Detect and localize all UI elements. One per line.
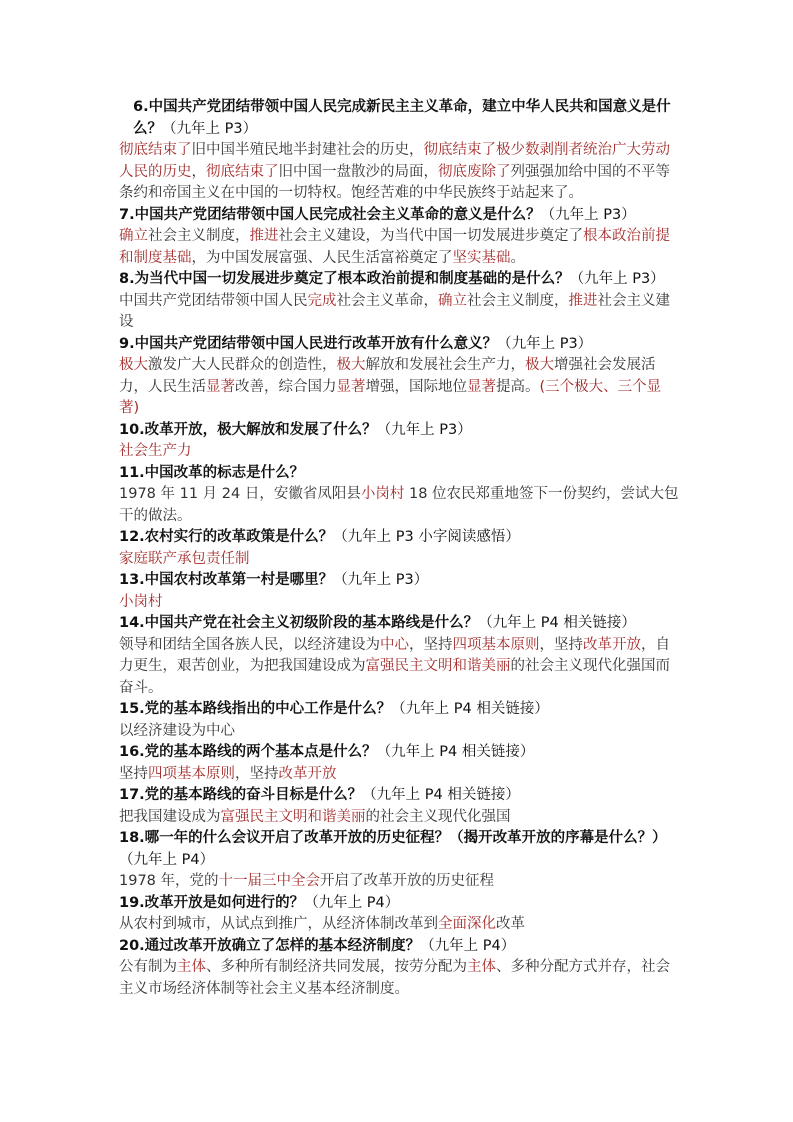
question-reference: （九年上 P3）	[540, 206, 636, 223]
answer-segment: 列强强加给中国的不平等条约和帝国主义在中国的一切特权。饱经苦难的中华民族终于站起来了。	[119, 163, 670, 201]
answer-text	[119, 226, 679, 269]
question-segment: 19.改革开放是如何进行的？	[119, 894, 305, 911]
question-text	[119, 527, 679, 549]
question-reference: （九年上 P3）	[497, 335, 593, 352]
answer-segment: 旧中国一盘散沙的局面，	[278, 163, 438, 180]
qa-item	[119, 463, 679, 528]
question-reference: （九年上 P4 相关链接）	[478, 615, 636, 631]
qa-item	[119, 570, 679, 613]
answer-segment: 从农村到城市，从试点到推广，从经济体制改革到	[119, 916, 438, 932]
answer-segment: 坚持	[119, 765, 148, 782]
answer-segment: 把我国建设成为	[119, 808, 221, 825]
answer-segment: 公有制为	[119, 959, 177, 975]
qa-item	[119, 893, 679, 936]
question-segment: 14.中国共产党在社会主义初级阶段的基本路线是什么？	[119, 615, 479, 631]
question-text	[119, 570, 679, 592]
question-text	[119, 742, 679, 764]
question-segment: 18.哪一年的什么会议开启了改革开放的历史征程？（揭开改革开放的序幕是什么？）	[119, 830, 667, 846]
answer-text	[119, 635, 679, 700]
question-reference: （九年上 P4 相关链接）	[391, 701, 549, 717]
question-segment: 12.农村实行的改革政策是什么？	[119, 529, 334, 545]
answer-segment: ，	[191, 163, 206, 180]
answer-segment: ，自力更生，艰苦创业，为把我国建设成为	[119, 636, 670, 674]
answer-segment: 社会主义革命，	[336, 292, 438, 309]
answer-segment: 、多种分配方式并存，社会主义市场经济体制等社会主义基本经济制度。	[119, 959, 670, 997]
answer-keyword: 家庭联产承包责任制	[119, 550, 250, 567]
question-text	[119, 463, 679, 485]
answer-segment: ，为中国发展富强、人民生活富裕奠定了	[191, 249, 453, 266]
question-segment: 8.为当代中国一切发展进步奠定了根本政治前提和制度基础的是什么？	[119, 271, 570, 287]
answer-keyword: 改革开放	[583, 636, 641, 653]
question-segment: 9.中国共产党团结带领中国人民进行改革开放有什么意义？	[119, 335, 498, 352]
qa-item	[119, 936, 679, 1001]
qa-item	[119, 527, 679, 570]
question-reference: （九年上 P4 相关链接）	[376, 744, 535, 760]
answer-segment: 解放和发展社会生产力，	[365, 357, 525, 373]
question-reference: （九年上 P4）	[119, 851, 215, 868]
answer-segment: 以经济建设为中心	[119, 722, 235, 739]
answer-keyword: 彻底结束了	[206, 163, 279, 180]
answer-segment: 开启了改革开放的历史征程	[320, 873, 495, 889]
answer-segment: 18 位农民郑重地签下一份契约，尝试大包干的做法。	[119, 486, 679, 524]
answer-keyword: 显著	[467, 378, 496, 395]
answer-keyword: 推进	[249, 228, 279, 244]
answer-text	[119, 764, 679, 786]
question-reference: （九年上 P4）	[420, 937, 516, 954]
answer-keyword: 极大	[336, 357, 366, 373]
answer-keyword: 主体	[467, 959, 496, 975]
question-reference: （九年上 P3 小字阅读感悟）	[333, 529, 520, 545]
qa-item	[119, 785, 679, 828]
question-segment: 13.中国农村改革第一村是哪里？	[119, 572, 334, 588]
question-reference: （九年上 P3）	[376, 421, 472, 438]
answer-text	[119, 871, 679, 893]
question-segment: 7.中国共产党团结带领中国人民完成社会主义革命的意义是什么？	[119, 206, 541, 223]
answer-text	[119, 484, 679, 527]
answer-keyword: 完成	[307, 292, 337, 309]
question-segment: 15.党的基本路线指出的中心工作是什么？	[119, 701, 392, 717]
answer-keyword: 改革开放	[278, 765, 337, 782]
answer-segment: 中国共产党团结带领中国人民	[119, 292, 308, 309]
answer-segment: 提高。	[496, 378, 540, 395]
answer-segment: 增强，国际地位	[365, 378, 467, 395]
answer-keyword: 社会生产力	[119, 443, 192, 459]
question-segment: 11.中国改革的标志是什么？	[119, 464, 305, 481]
question-segment: 6.中国共产党团结带领中国人民完成新民主主义革命，建立中华人民共和国意义是什么？	[133, 99, 671, 137]
answer-keyword: 极大	[119, 357, 148, 373]
answer-segment: 社会主义制度，	[148, 228, 250, 244]
answer-keyword: 确立	[119, 228, 148, 244]
answer-text	[119, 355, 679, 420]
answer-keyword: 十一届三中全会	[218, 873, 321, 889]
question-reference: （九年上 P3）	[333, 572, 429, 588]
answer-text	[119, 291, 679, 334]
answer-text	[119, 592, 679, 614]
answer-keyword: 推进	[568, 292, 598, 309]
question-text	[119, 936, 679, 958]
question-reference: （九年上 P4 相关链接）	[362, 787, 520, 803]
answer-segment: 、多种所有制经济共同发展，按劳分配为	[206, 959, 467, 975]
answer-segment: 1978 年 11 月 24 日，安徽省凤阳县	[119, 486, 361, 502]
qa-item	[119, 334, 679, 420]
qa-item	[119, 613, 679, 699]
question-text	[119, 269, 679, 291]
answer-segment: 。	[510, 249, 525, 266]
answer-keyword: 富强民主文明和谐美丽	[365, 658, 511, 674]
question-text	[119, 699, 679, 721]
question-text	[119, 97, 679, 140]
answer-segment: 增强社会发展活力，人民生活	[119, 357, 656, 395]
answer-segment: 改善，综合国力	[235, 378, 337, 395]
question-reference: （九年上 P3）	[162, 120, 258, 137]
question-reference: （九年上 P3）	[569, 271, 665, 287]
answer-text	[119, 549, 679, 571]
answer-text	[119, 807, 679, 829]
answer-keyword: 四项基本原则	[148, 765, 235, 782]
answer-segment: ，坚持	[539, 636, 583, 653]
question-text	[119, 828, 679, 871]
answer-keyword: 极大	[525, 357, 554, 373]
answer-segment: 改革	[496, 916, 525, 932]
qa-item	[119, 205, 679, 270]
qa-item	[119, 742, 679, 785]
answer-segment: 社会主义制度，	[467, 292, 569, 309]
question-segment: 17.党的基本路线的奋斗目标是什么？	[119, 787, 363, 803]
answer-keyword: 彻底废除了	[438, 163, 511, 180]
answer-segment: 社会主义建设，为当代中国一切发展进步奠定了	[278, 228, 583, 244]
answer-keyword: 确立	[438, 292, 467, 309]
answer-text	[119, 957, 679, 1000]
question-text	[119, 893, 679, 915]
answer-segment: 的社会主义现代化强国	[365, 808, 511, 825]
question-text	[119, 785, 679, 807]
question-text	[119, 334, 679, 356]
answer-keyword: (三个极大、三个显著)	[119, 378, 662, 416]
answer-text	[119, 914, 679, 936]
answer-keyword: 彻底结束了	[119, 142, 192, 158]
document-page	[119, 97, 679, 1000]
answer-segment: 社会主义建设	[119, 292, 670, 330]
question-segment: 16.党的基本路线的两个基本点是什么？	[119, 744, 377, 760]
answer-keyword: 富强民主文明和谐美丽	[220, 808, 366, 825]
answer-keyword: 彻底结束了极少数剥削者统治广大劳动人民的历史	[119, 142, 670, 180]
qa-item	[119, 420, 679, 463]
question-text	[119, 205, 679, 227]
answer-segment: ，坚持	[409, 636, 453, 653]
qa-item	[119, 699, 679, 742]
answer-segment: ，坚持	[235, 765, 279, 782]
answer-keyword: 小岗村	[119, 593, 163, 610]
answer-segment: 领导和团结全国各族人民，以经济建设为	[119, 636, 380, 653]
answer-keyword: 全面深化	[438, 916, 496, 932]
answer-text	[119, 140, 679, 205]
answer-segment: 旧中国半殖民地半封建社会的历史，	[191, 142, 424, 158]
qa-item	[119, 828, 679, 893]
answer-keyword: 坚实基础	[452, 249, 511, 266]
answer-keyword: 四项基本原则	[452, 636, 540, 653]
answer-segment: 1978 年，党的	[119, 873, 219, 889]
answer-segment: 激发广大人民群众的创造性，	[148, 357, 337, 373]
answer-keyword: 中心	[380, 636, 409, 653]
answer-text	[119, 721, 679, 743]
question-segment: 20.通过改革开放确立了怎样的基本经济制度？	[119, 937, 421, 954]
qa-item	[119, 97, 679, 205]
answer-keyword: 主体	[177, 959, 206, 975]
answer-segment: 的社会主义现代化强国而奋斗。	[119, 658, 670, 696]
answer-keyword: 根本政治前提和制度基础	[119, 228, 670, 266]
answer-keyword: 小岗村	[360, 486, 405, 502]
question-reference: （九年上 P4）	[304, 894, 400, 911]
question-segment: 10.改革开放，极大解放和发展了什么？	[119, 421, 377, 438]
answer-keyword: 显著	[336, 378, 366, 395]
question-text	[119, 613, 679, 635]
qa-item	[119, 269, 679, 334]
answer-keyword: 显著	[206, 378, 235, 395]
question-text	[119, 420, 679, 442]
answer-text	[119, 441, 679, 463]
